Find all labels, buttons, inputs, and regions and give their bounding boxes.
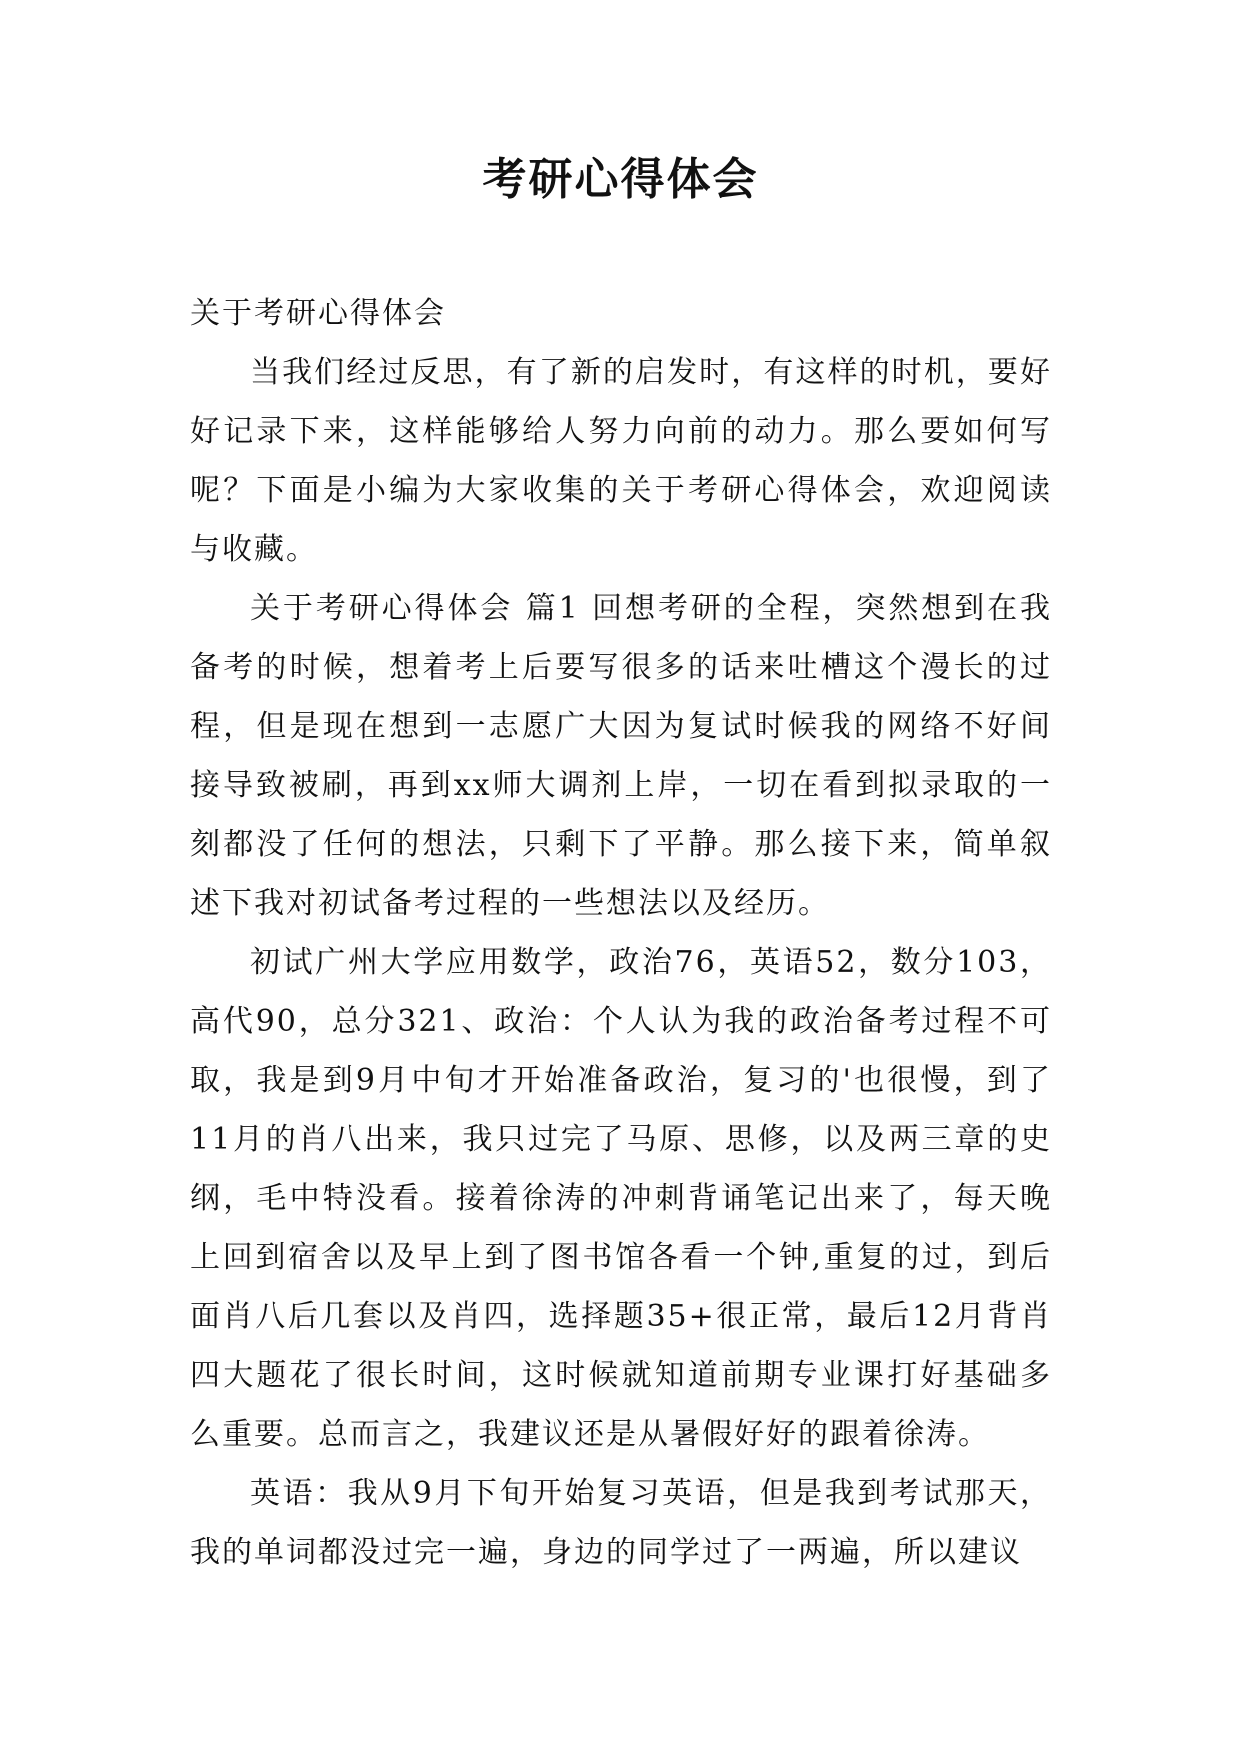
document-title: 考研心得体会	[482, 154, 759, 205]
paragraph-part-1: 关于考研心得体会 篇1 回想考研的全程，突然想到在我备考的时候，想着考上后要写很多的话来吐槽这个漫长的过程，但是现在想到一志愿广大因为复试时候我的网络不好间接导致被刷，再到xx师大调剂上岸，一切在看到拟录取的一刻都没了任何的想法，只剩下了平静。那么接下来，简单叙述下我对初试备考过程的一些想法以及经历。	[190, 591, 1052, 921]
document-body	[190, 284, 1052, 1582]
paragraph-politics: 初试广州大学应用数学，政治76，英语52，数分103，高代90，总分321、政治：个人认为我的政治备考过程不可取，我是到9月中旬才开始准备政治，复习的'也很慢，到了11月的肖八出来，我只过完了马原、思修，以及两三章的史纲，毛中特没看。接着徐涛的冲刺背诵笔记出来了，每天晚上回到宿舍以及早上到了图书馆各看一个钟,重复的过，到后面肖八后几套以及肖四，选择题35+很正常，最后12月背肖四大题花了很长时间，这时候就知道前期专业课打好基础多么重要。总而言之，我建议还是从暑假好好的跟着徐涛。	[190, 945, 1052, 1452]
paragraph-english: 英语：我从9月下旬开始复习英语，但是我到考试那天，我的单词都没过完一遍，身边的同学过了一两遍，所以建议	[190, 1476, 1052, 1570]
paragraph-intro: 当我们经过反思，有了新的启发时，有这样的时机，要好好记录下来，这样能够给人努力向前的动力。那么要如何写呢？下面是小编为大家收集的关于考研心得体会，欢迎阅读与收藏。	[190, 355, 1052, 567]
document-subtitle: 关于考研心得体会	[190, 296, 446, 331]
